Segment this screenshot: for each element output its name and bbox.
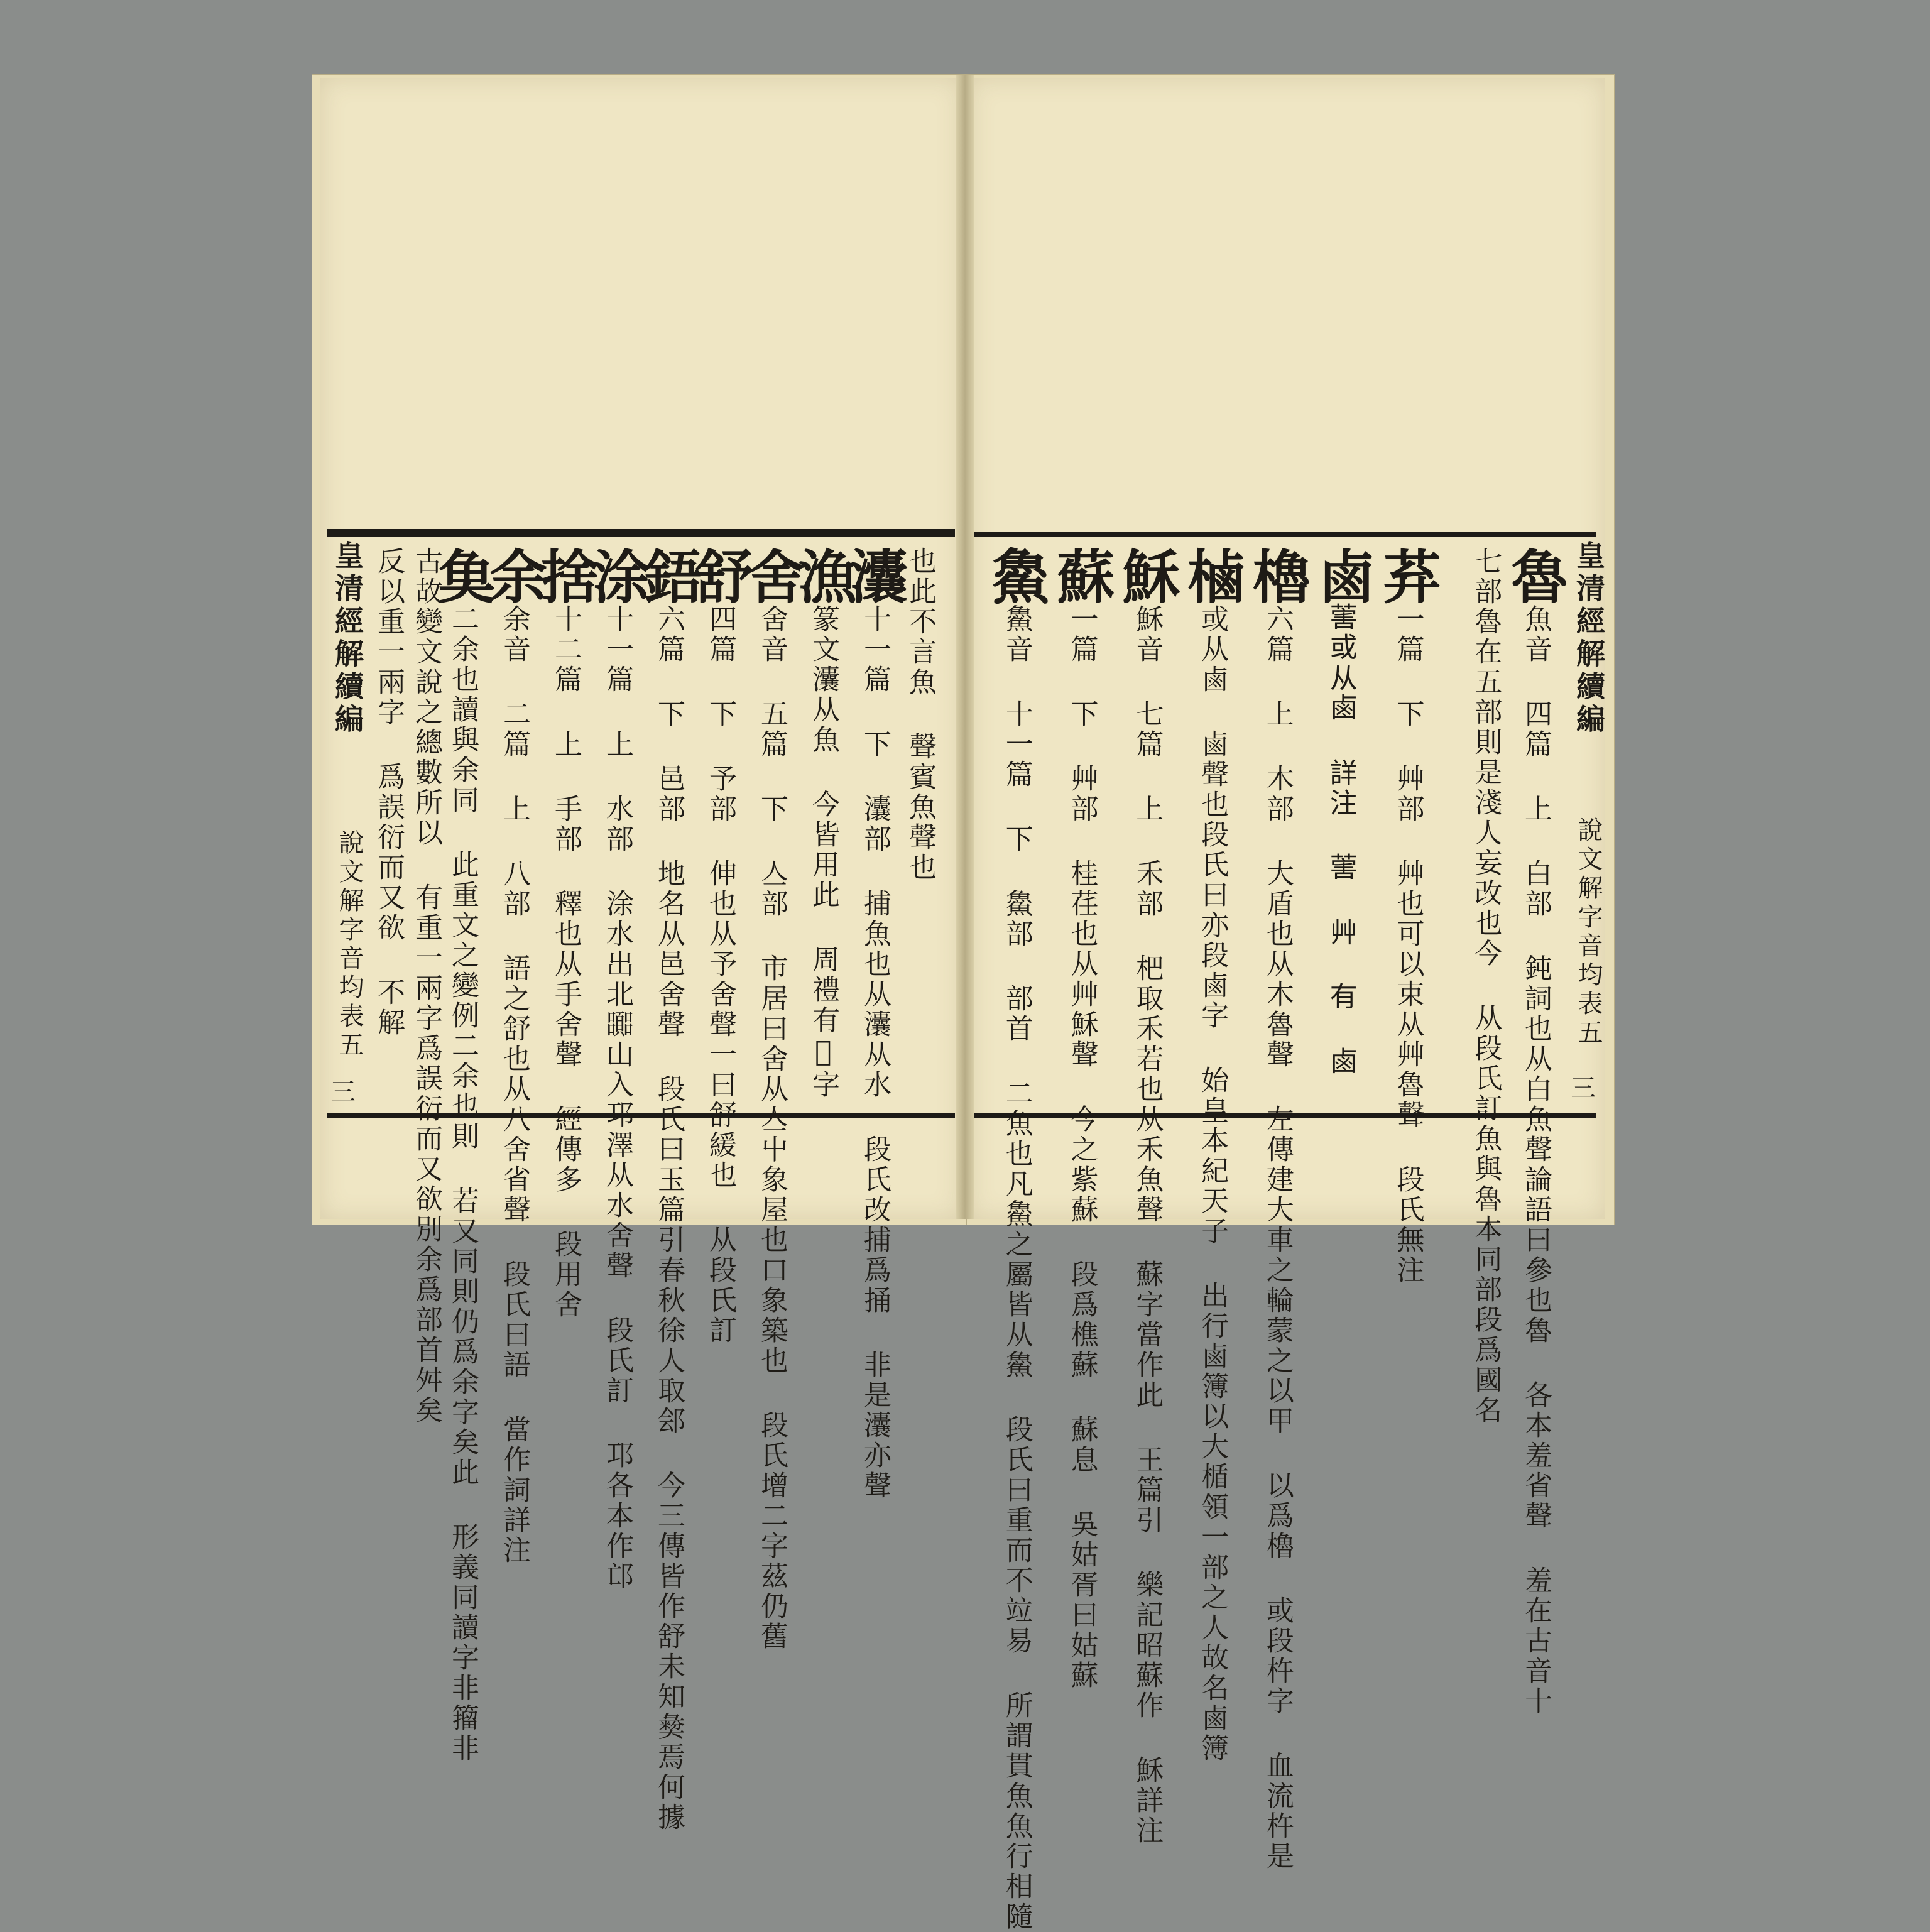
left-top-rule bbox=[327, 532, 955, 537]
right-col-2: 七部魯在五部則是淺人妄改也今 从段氏訂魚與魯本同部段爲國名 bbox=[1469, 547, 1502, 1426]
right-col-6: 樐或从鹵 鹵聲也段氏曰亦段鹵字 始皇本紀天子 出行鹵簿以大楯領一部之人故名鹵簿 bbox=[1178, 547, 1246, 1764]
left-col-8: 捨十二篇 上 手部 釋也从手舍聲 經傳多 段用舍 bbox=[532, 547, 599, 1320]
right-col-7: 穌穌音 七篇 上 禾部 杷取禾若也从禾魚聲 蘇字當作此 王篇引 樂記昭蘇作 穌詳注 bbox=[1113, 547, 1181, 1846]
left-col-11: 古故變文說之總數所以 有重一兩字爲誤衍而又欲別余爲部首舛矣 bbox=[410, 547, 442, 1426]
right-col-1: 魯魚音 四篇 上 白部 鈍詞也从白魚聲論語曰參也魯 各本羞省聲 羞在古音十 bbox=[1502, 547, 1569, 1716]
right-col-5: 櫓六篇 上 木部 大盾也从木魯聲 左傳建大車之輪蒙之以甲 以爲櫓 或段杵字 血流杵是 bbox=[1243, 547, 1311, 1872]
left-col-12: 反以重一兩字 爲誤衍而又欲 不解 bbox=[373, 547, 405, 1038]
right-margin-subtitle: 說文解字音均表五 bbox=[1574, 817, 1603, 1048]
left-col-10: 𩵋二余也讀與余同 此重文之變例二余也則 若又同則仍爲余字矣此 形義同讀字非籀非 bbox=[428, 547, 496, 1764]
right-margin-title: 皇清經解續編 bbox=[1572, 540, 1606, 736]
left-col-9: 余余音 二篇 上 八部 語之舒也从八舍省聲 段氏曰語 當作詞詳注 bbox=[480, 547, 548, 1566]
left-margin-title: 皇清經解續編 bbox=[330, 540, 364, 736]
right-col-4: 鹵𦵯或从鹵 詳注 𦵯 艸 有 鹵 bbox=[1308, 547, 1377, 1079]
right-top-rule bbox=[974, 532, 1596, 537]
left-col-5: 舒四篇 下 予部 伸也从予舍聲一曰舒緩也 从段氏訂 bbox=[686, 547, 754, 1346]
right-col-8: 蘇一篇 下 艸部 桂荏也从艸穌聲 今之紫蘇 段爲樵蘇 蘇息 吳姑胥曰姑蘇 bbox=[1047, 547, 1116, 1691]
left-col-4: 舍舍音 五篇 下 亼部 市居曰舍从亼屮象屋也口象築也 段氏增二字茲仍舊 bbox=[738, 547, 805, 1652]
right-text-columns bbox=[980, 547, 1569, 1932]
left-col-6: 鋙六篇 下 邑部 地名从邑舍聲 段氏曰玉篇引春秋徐人取郐 今三傳皆作舒未知𢑱焉何據 bbox=[635, 547, 702, 1833]
left-leaf-number: 三 bbox=[330, 1078, 356, 1106]
left-text-columns bbox=[364, 547, 949, 1833]
left-col-1: 也此不言魚 聲賓魚聲也 bbox=[904, 547, 936, 883]
left-col-3: 漁篆文灢从魚 今皆用此 周禮有𩹋字 bbox=[789, 547, 857, 1100]
right-leaf-number: 三 bbox=[1571, 1074, 1596, 1103]
left-margin-subtitle: 說文解字音均表五 bbox=[335, 829, 364, 1061]
book-gutter bbox=[956, 75, 974, 1219]
right-col-9: 𩺰𩺰音 十一篇 下 𩺰部 部首 二魚也凡𩺰之屬皆从𩺰 段氏曰重而不竝易 所謂貫魚魚行相隨 bbox=[982, 547, 1050, 1932]
left-col-2: 灢十一篇 下 灢部 捕魚也从灢从水 段氏改捕爲捅 非是灢亦聲 bbox=[841, 547, 908, 1501]
right-col-3: 䒪一篇 下 艸部 艸也可以束从艸魯聲 段氏無注 bbox=[1373, 547, 1442, 1285]
left-col-7: 涂十一篇 上 水部 涂水出北嚻山入邛澤从水舍聲 段氏訂 邛各本作邙 bbox=[583, 547, 651, 1591]
